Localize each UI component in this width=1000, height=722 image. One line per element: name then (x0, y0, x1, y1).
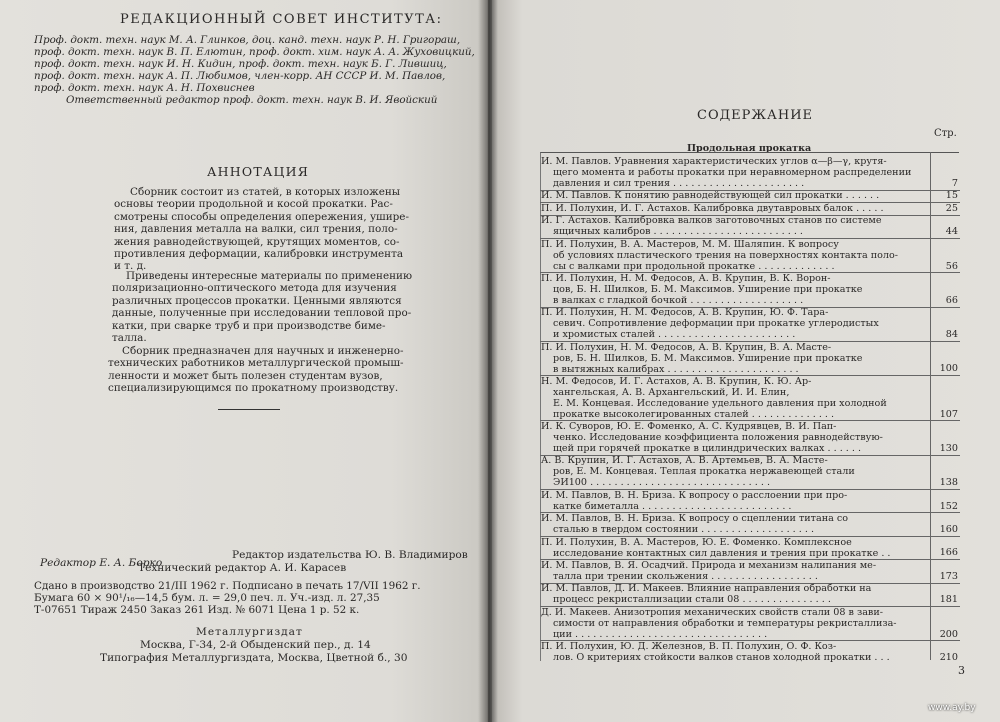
text-line: технических работников металлургической промыш- (108, 357, 404, 370)
annotation-title: АННОТАЦИЯ (207, 164, 310, 179)
toc-entry (541, 537, 929, 559)
council-title: РЕДАКЦИОННЫЙ СОВЕТ ИНСТИТУТА: (120, 12, 443, 27)
toc-page-number: 210 (939, 651, 958, 663)
editor-line: Редактор Е. А. Борко (40, 557, 163, 569)
toc-entry-line: Е. М. Концевая. Исследование удельного давления при холодной (553, 397, 887, 409)
toc-entry-line: ЭИ100 . . . . . . . . . . . . . . . . . . . . . . . . . . . . . . (553, 477, 770, 489)
toc-entry (541, 421, 929, 454)
toc-entry-line: катке биметалла . . . . . . . . . . . . . . . . . . . . . . . . . (553, 500, 792, 512)
text-line: и т. д. (114, 260, 147, 273)
toc-entry-line: П. И. Полухин, В. А. Мастеров, М. М. Шаляпин. К вопросу (541, 238, 839, 250)
toc-entry-line: П. И. Полухин, Н. М. Федосов, А. В. Крупин, В. К. Ворон- (541, 273, 831, 284)
toc-entry-line: симости от направления обработки и температуры рекристаллиза- (553, 617, 897, 629)
toc-entry-line: И. М. Павлов. К понятию равнодействующей сил прокатки . . . . . . (541, 190, 880, 202)
toc-page-number: 107 (939, 408, 958, 420)
toc-entry-line: щей при горячей прокатке в цилиндрических валках . . . . . . (553, 443, 862, 455)
toc-entry-line: севич. Сопротивление деформации при прокатке углеродистых (553, 318, 879, 330)
toc-entry-line: в вытяжных калибрах . . . . . . . . . . . . . . . . . . . . . . (553, 363, 799, 375)
toc-page-number: 138 (939, 477, 958, 489)
text-line: Приведены интересные материалы по применению (126, 270, 413, 282)
divider (218, 409, 280, 410)
toc-entry-line: И. М. Павлов. Уравнения характеристических углов α—β—γ, крутя- (541, 156, 887, 167)
toc-entry (541, 273, 929, 306)
text-line: различных процессов прокатки. Ценными являются (112, 294, 402, 307)
page-column-label: Стр. (934, 128, 957, 139)
toc-entry (541, 376, 929, 420)
print-info-line: Т-07651 Тираж 2450 Заказ 261 Изд. № 6071 Цена 1 р. 52 к. (34, 604, 360, 616)
toc-entry-line: ров, Б. Н. Шилков, Б. М. Максимов. Уширение при прокатке (553, 352, 863, 364)
annotation-paragraph-1 (114, 186, 409, 273)
toc-entry-line: ции . . . . . . . . . . . . . . . . . . . . . . . . . . . . . . . . (553, 628, 768, 640)
toc-entry-line: об условиях пластического трения на поверхностях контакта поло- (553, 249, 898, 261)
publishing-editor: Редактор издательства Ю. В. Владимиров (232, 549, 468, 561)
annotation-paragraph-3 (108, 345, 404, 395)
text-line: талла. (112, 332, 147, 345)
toc-entry-line: Н. М. Федосов, И. Г. Астахов, А. В. Крупин, К. Ю. Ар- (541, 375, 812, 387)
toc-entry (541, 307, 929, 340)
toc-entry-line: А. В. Крупин, И. Г. Астахов, А. В. Артемьев, В. А. Масте- (541, 455, 828, 467)
toc-entry-line: процесс рекристаллизации стали 08 . . . . . . . . . . . . . . . (553, 594, 831, 606)
toc-entry-line: П. И. Полухин, Н. М. Федосов, А. В. Крупин, Ю. Ф. Тара- (541, 307, 829, 319)
toc-entry (541, 203, 929, 214)
toc-entry-line: ченко. Исследование коэффициента положения равнодействую- (553, 432, 883, 444)
toc-entry-line: прокатке высоколегированных сталей . . . . . . . . . . . . . . (553, 408, 835, 420)
left-page (0, 0, 488, 722)
toc-entry-line: щего момента и работы прокатки при неравномерном распределении (553, 167, 912, 178)
toc-entry-line: талла при трении скольжения . . . . . . . . . . . . . . . . . . (553, 570, 818, 582)
toc-entry-line: И. М. Павлов, Д. И. Макеев. Влияние направления обработки на (541, 583, 872, 595)
toc-entry-line: и хромистых сталей . . . . . . . . . . . . . . . . . . . . . . . (553, 329, 796, 341)
toc-entry-line: сы с валками при продольной прокатке . . . . . . . . . . . . . (553, 260, 835, 272)
toc-page-number: 200 (939, 628, 958, 640)
page-number: 3 (958, 664, 965, 677)
toc-entry-line: П. И. Полухин, И. Г. Астахов. Калибровка двутавровых балок . . . . . (541, 202, 884, 214)
toc-entry-line: И. М. Павлов, В. Н. Бриза. К вопросу о расслоении при про- (541, 489, 848, 501)
book-gutter (478, 0, 498, 722)
text-line: катки, при сварке труб и при производстве биме- (112, 319, 386, 332)
toc-entry-line: давления и сил трения . . . . . . . . . . . . . . . . . . . . . . (553, 178, 805, 189)
text-line: Сборник состоит из статей, в которых изложены (130, 186, 401, 198)
council-line: Проф. докт. техн. наук М. А. Глинков, доц. канд. техн. наук Р. Н. Григораш, (34, 34, 461, 46)
watermark: www.ay.by (928, 703, 976, 713)
text-line: смотрены способы определения опережения, ушире- (114, 210, 409, 223)
tech-editor: Технический редактор А. И. Карасев (138, 562, 347, 574)
toc-entry-line: хангельская, А. В. Архангельский, И. И. Елин, (553, 386, 790, 398)
text-line: жения равнодействующей, крутящих моментов, со- (114, 235, 400, 248)
toc-entry-line: П. И. Полухин, Ю. Д. Железнов, В. П. Полухин, О. Ф. Коз- (541, 641, 837, 652)
print-info-line: Сдано в производство 21/III 1962 г. Подписано в печать 17/VII 1962 г. (34, 580, 421, 592)
toc-entry-line: ров, Е. М. Концевая. Теплая прокатка нержавеющей стали (553, 466, 855, 478)
text-line: ния, давления металла на валки, сил трения, поло- (114, 223, 398, 236)
toc-entry-line: в валках с гладкой бочкой . . . . . . . . . . . . . . . . . . . (553, 295, 804, 306)
toc-entry-line: П. И. Полухин, В. А. Мастеров, Ю. Е. Фоменко. Комплексное (541, 536, 852, 548)
toc-entry-line: ящичных калибров . . . . . . . . . . . . . . . . . . . . . . . . . (553, 226, 803, 238)
text-line: ленности и может быть полезен студентам вузов, (108, 369, 383, 382)
toc-entry-line: исследование контактных сил давления и трения при прокатке . . (553, 547, 891, 559)
text-line: противления деформации, калибровки инструмента (114, 248, 404, 261)
toc-entry-line: цов, Б. Н. Шилков, Б. М. Максимов. Уширение при прокатке (553, 284, 863, 295)
toc-title: СОДЕРЖАНИЕ (697, 108, 814, 123)
publisher-address: Москва, Г-34, 2-й Обыденский пер., д. 14 (140, 639, 371, 651)
toc-entry (541, 560, 929, 582)
council-line: проф. докт. техн. наук А. Н. Похвиснев (34, 82, 255, 94)
toc-entry-line: П. И. Полухин, Н. М. Федосов, А. В. Крупин, В. А. Масте- (541, 341, 832, 353)
council-line: проф. докт. техн. наук В. П. Елютин, проф. докт. хим. наук А. А. Жуховицкий, (34, 46, 475, 58)
toc-entry (541, 490, 929, 512)
council-line: проф. докт. техн. наук И. Н. Кидин, проф. докт. техн. наук Б. Г. Лившиц, (34, 58, 447, 70)
toc-page-number: 181 (939, 594, 958, 606)
text-line: специализирующимся по прокатному производству. (108, 382, 399, 395)
toc-entry-line: И. М. Павлов, В. Я. Осадчий. Природа и механизм налипания ме- (541, 559, 877, 571)
text-line: поляризационно-оптического метода для изучения (112, 282, 397, 295)
toc-entry-line: лов. О критериях стойкости валков станов холодной прокатки . . . (553, 652, 890, 663)
toc-page-number: 66 (945, 294, 958, 306)
toc-page-number: 100 (939, 363, 958, 375)
toc-entry-line: И. М. Павлов, В. Н. Бриза. К вопросу о сцеплении титана со (541, 513, 849, 525)
text-line: Сборник предназначен для научных и инженерно- (122, 345, 404, 357)
toc-entry (541, 215, 929, 237)
section-heading: Продольная прокатка (687, 143, 812, 154)
toc-page-number: 84 (945, 329, 958, 341)
printing-house: Типография Металлургиздата, Москва, Цветной б., 30 (100, 652, 408, 664)
toc-entry (541, 583, 929, 605)
toc-entry (541, 190, 929, 201)
toc-entry (541, 607, 929, 640)
toc-page-number: 15 (945, 190, 958, 202)
responsible-editor: Ответственный редактор проф. докт. техн. наук В. И. Явойский (66, 94, 438, 106)
toc-page-number: 160 (939, 524, 958, 535)
toc-page-number: 130 (939, 442, 958, 454)
toc-page-number: 152 (939, 500, 958, 512)
toc-entry-line: И. Г. Астахов. Калибровка валков заготовочных станов по системе (541, 215, 882, 227)
toc-entry-line: Д. И. Макеев. Анизотропия механических свойств стали 08 в зави- (541, 606, 883, 618)
toc-page-number: 173 (939, 570, 958, 582)
toc-entry-line: И. К. Суворов, Ю. Е. Фоменко, А. С. Кудрявцев, В. И. Пап- (541, 421, 837, 433)
toc-entry-line: сталью в твердом состоянии . . . . . . . . . . . . . . . . . . . (553, 524, 815, 536)
toc-page-number: 7 (951, 177, 958, 189)
toc-page-number: 166 (939, 547, 958, 559)
toc-page-number: 44 (945, 226, 958, 238)
toc-entry (541, 455, 929, 488)
toc-entry (541, 641, 929, 663)
council-line: проф. докт. техн. наук А. П. Любимов, член-корр. АН СССР И. М. Павлов, (34, 70, 446, 82)
print-info-line: Бумага 60 × 90¹/₁₆—14,5 бум. л. = 29,0 печ. л. Уч.-изд. л. 27,35 (34, 592, 380, 604)
toc-entry (541, 342, 929, 375)
toc-entry (541, 513, 929, 535)
toc-page-number: 56 (945, 260, 958, 272)
toc-page-number: 25 (945, 202, 958, 214)
publisher: Металлургиздат (196, 626, 303, 638)
text-line: данные, полученные при исследовании тепловой про- (112, 307, 412, 320)
annotation-paragraph-2 (112, 270, 413, 345)
text-line: основы теории продольной и косой прокатки. Рас- (114, 198, 393, 211)
toc-entry (541, 239, 929, 272)
toc-entry (541, 156, 929, 189)
